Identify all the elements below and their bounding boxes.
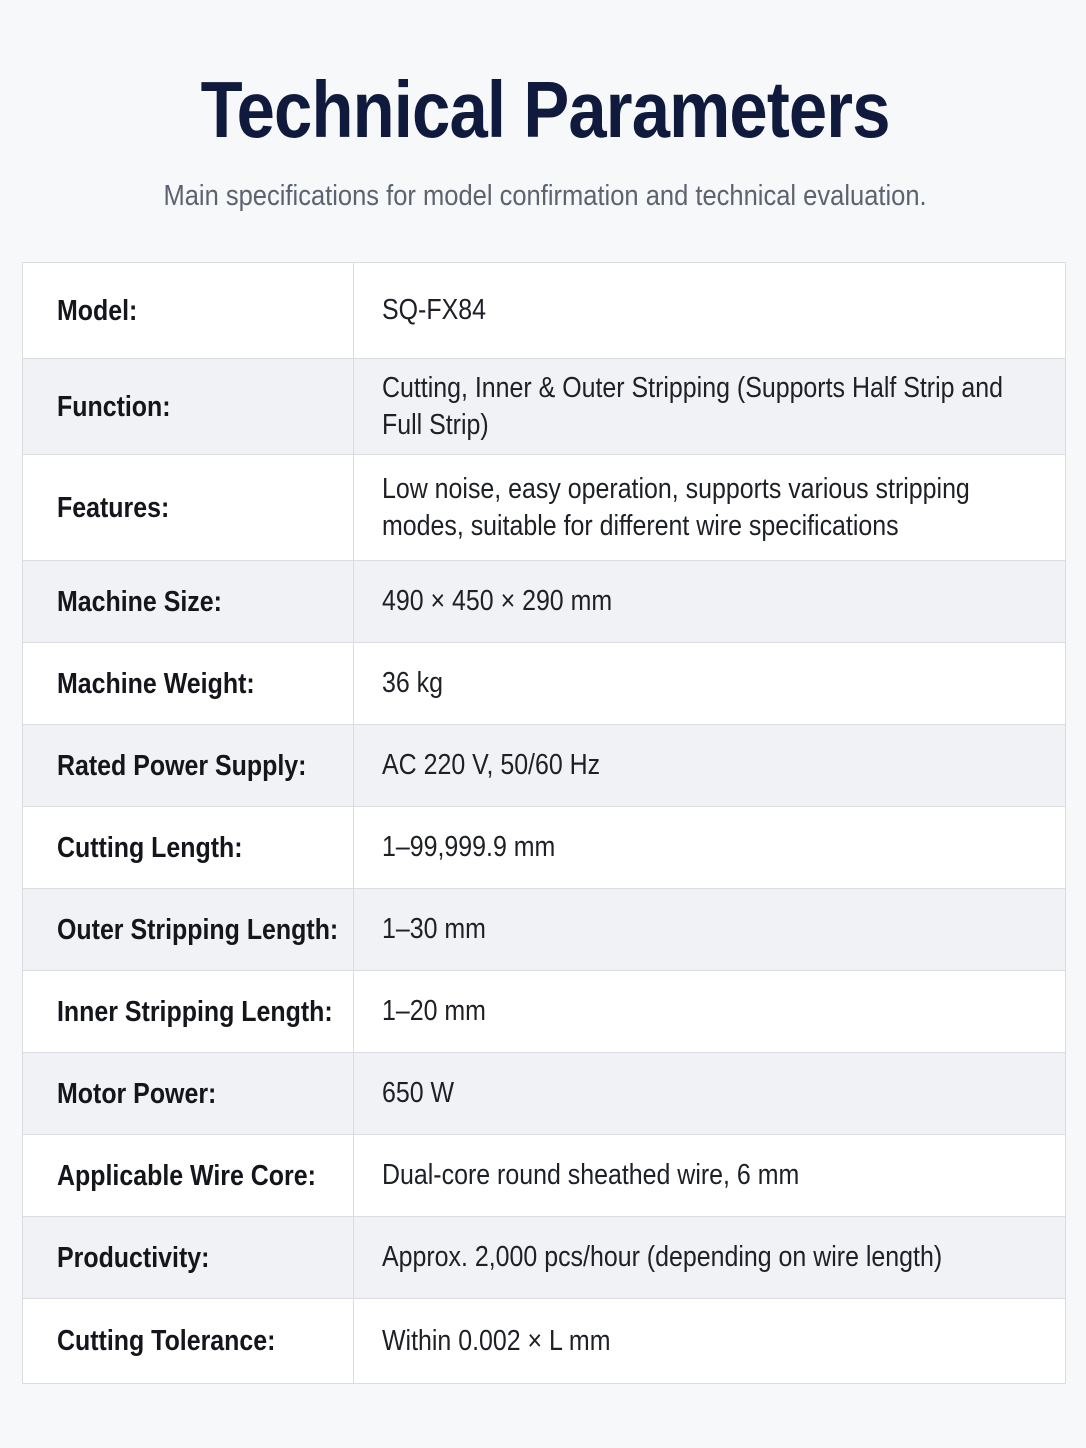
spec-row-motor-power [23, 1053, 1065, 1135]
spec-value: AC 220 V, 50/60 Hz [382, 749, 601, 781]
spec-value: 36 kg [382, 667, 444, 699]
spec-row-model [23, 263, 1065, 359]
spec-row-inner-stripping [23, 971, 1065, 1053]
spec-value-cell [354, 643, 1086, 724]
spec-label-cell [23, 889, 354, 970]
spec-value: Within 0.002 × L mm [382, 1324, 611, 1357]
spec-label: Inner Stripping Length: [57, 995, 333, 1028]
spec-table [22, 262, 1066, 1384]
page-title: Technical Parameters [200, 65, 890, 154]
spec-label: Productivity: [57, 1241, 210, 1274]
spec-row-wire-core [23, 1135, 1065, 1217]
spec-label: Cutting Length: [57, 831, 243, 864]
spec-label-cell [23, 263, 354, 358]
spec-row-outer-stripping [23, 889, 1065, 971]
spec-value: 1–99,999.9 mm [382, 831, 556, 863]
spec-value-cell [354, 889, 1086, 970]
spec-label: Motor Power: [57, 1077, 217, 1110]
spec-label-cell [23, 1053, 354, 1134]
spec-value: Approx. 2,000 pcs/hour (depending on wire length) [382, 1241, 943, 1273]
spec-value: 650 W [382, 1077, 455, 1109]
spec-row-productivity [23, 1217, 1065, 1299]
spec-value: Cutting, Inner & Outer Stripping (Supports Half Strip and Full Strip) [382, 371, 1004, 441]
spec-value-cell [354, 971, 1086, 1052]
spec-value-cell [354, 263, 1086, 358]
spec-label: Machine Size: [57, 585, 222, 618]
spec-value-cell [354, 359, 1086, 454]
spec-label-cell [23, 1135, 354, 1216]
spec-value-cell [354, 455, 1086, 560]
spec-label: Model: [57, 294, 138, 327]
spec-label-cell [23, 971, 354, 1052]
spec-label-cell [23, 725, 354, 806]
spec-row-cutting-tolerance [23, 1299, 1065, 1383]
spec-value: Dual-core round sheathed wire, 6 mm [382, 1159, 800, 1191]
spec-row-rated-power [23, 725, 1065, 807]
spec-label-cell [23, 1217, 354, 1298]
spec-label: Cutting Tolerance: [57, 1325, 276, 1357]
spec-row-machine-weight [23, 643, 1065, 725]
spec-value-cell [354, 1299, 1086, 1383]
spec-label: Outer Stripping Length: [57, 913, 339, 946]
spec-label-cell [23, 643, 354, 724]
spec-row-function [23, 359, 1065, 455]
spec-value-cell [354, 725, 1086, 806]
spec-row-cutting-length [23, 807, 1065, 889]
spec-value-cell [354, 807, 1086, 888]
spec-label-cell [23, 561, 354, 642]
spec-value: 1–30 mm [382, 913, 486, 945]
spec-row-machine-size [23, 561, 1065, 643]
page-subtitle: Main specifications for model confirmation and technical evaluation. [163, 180, 927, 212]
spec-value: SQ-FX84 [382, 294, 486, 326]
spec-label-cell [23, 359, 354, 454]
spec-label: Machine Weight: [57, 667, 255, 700]
spec-value-cell [354, 1053, 1086, 1134]
spec-label: Rated Power Supply: [57, 749, 307, 782]
spec-label-cell [23, 807, 354, 888]
spec-value-cell [354, 1135, 1086, 1216]
spec-value: 1–20 mm [382, 995, 486, 1027]
spec-label-cell [23, 455, 354, 560]
spec-value-cell [354, 1217, 1086, 1298]
spec-label: Applicable Wire Core: [57, 1159, 316, 1192]
spec-label-cell [23, 1299, 354, 1383]
spec-label: Function: [57, 390, 171, 423]
spec-value: Low noise, easy operation, supports various stripping modes, suitable for different wire specifications [382, 472, 970, 542]
spec-row-features [23, 455, 1065, 561]
spec-value: 490 × 450 × 290 mm [382, 585, 613, 617]
spec-value-cell [354, 561, 1086, 642]
spec-label: Features: [57, 491, 170, 524]
